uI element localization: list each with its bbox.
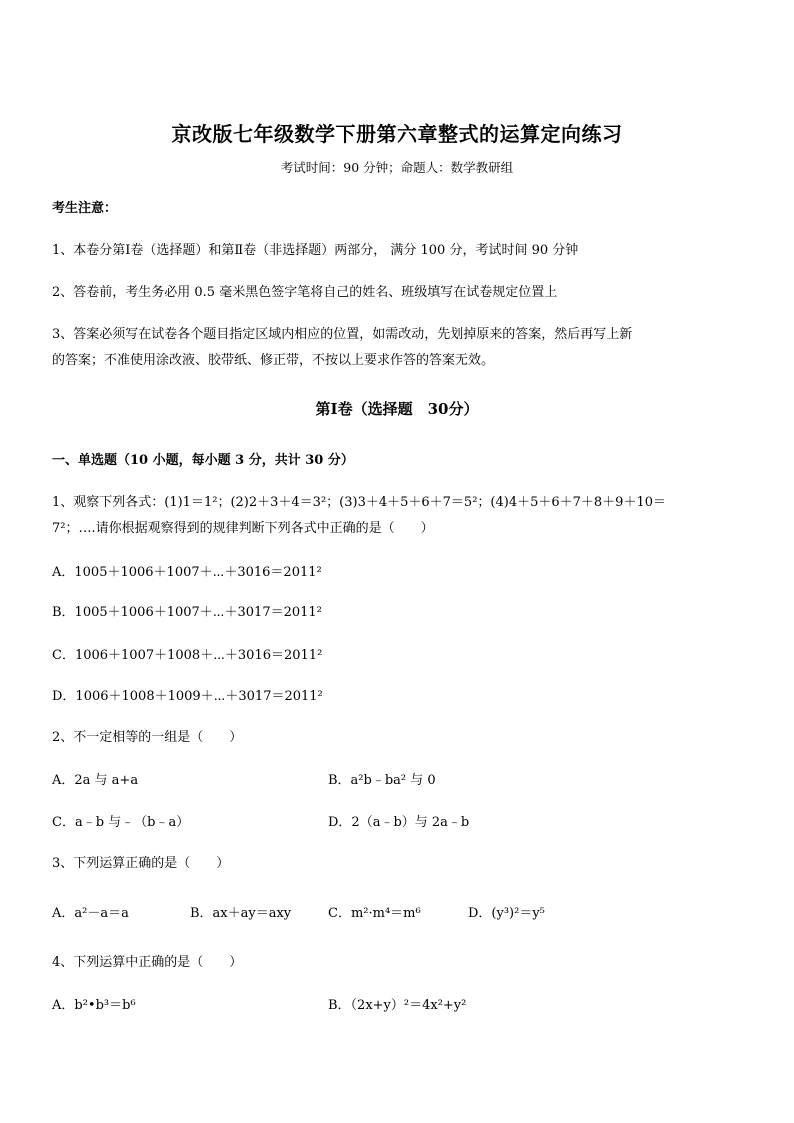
q3-stem: 3、下列运算正确的是（ ） — [52, 856, 230, 871]
q2-option-a: A．2a 与 a+a — [52, 773, 139, 788]
q1-stem-line-2: 7²；….请你根据观察得到的规律判断下列各式中正确的是（ ） — [52, 521, 434, 536]
q3-option-b: B．ax＋ay＝axy — [190, 906, 292, 921]
section-heading: 一、单选题（10 小题，每小题 3 分，共计 30 分） — [52, 453, 354, 468]
exam-title: 京改版七年级数学下册第六章整式的运算定向练习 — [171, 122, 623, 146]
q1-option-b: B．1005＋1006＋1007＋⋯＋3017＝2011² — [52, 605, 322, 620]
notice-item-3-line-2: 的答案；不准使用涂改液、胶带纸、修正带，不按以上要求作答的答案无效。 — [52, 353, 495, 368]
notice-item-3-line-1: 3、答案必须写在试卷各个题目指定区域内相应的位置，如需改动，先划掉原来的答案，然后再写上新 — [52, 327, 633, 342]
q1-option-a: A．1005＋1006＋1007＋⋯＋3016＝2011² — [52, 565, 322, 580]
notice-item-1: 1、本卷分第Ⅰ卷（选择题）和第Ⅱ卷（非选择题）两部分， 满分 100 分，考试时间 90 分钟 — [52, 243, 579, 258]
q2-option-d: D．2（a﹣b）与 2a﹣b — [328, 815, 470, 830]
q4-stem: 4、下列运算中正确的是（ ） — [52, 955, 243, 970]
q2-option-b: B．a²b﹣ba² 与 0 — [328, 773, 436, 788]
q1-option-c: C．1006＋1007＋1008＋⋯＋3016＝2011² — [52, 648, 323, 663]
part-1-title: 第Ⅰ卷（选择题 30分） — [315, 400, 479, 418]
notice-item-2: 2、答卷前，考生务必用 0.5 毫米黑色签字笔将自己的姓名、班级填写在试卷规定位置上 — [52, 285, 558, 300]
q3-option-c: C．m²·m⁴＝m⁶ — [328, 906, 421, 921]
q4-option-b: B．（2x+y）²＝4x²+y² — [328, 998, 467, 1013]
exam-subtitle: 考试时间：90 分钟；命题人：数学教研组 — [280, 160, 514, 175]
notice-heading: 考生注意： — [52, 201, 118, 216]
q1-option-d: D．1006＋1008＋1009＋⋯＋3017＝2011² — [52, 689, 323, 704]
q3-option-a: A．a²－a＝a — [52, 906, 129, 921]
q2-stem: 2、不一定相等的一组是（ ） — [52, 730, 243, 745]
q2-option-c: C．a﹣b 与﹣（b﹣a） — [52, 815, 190, 830]
q1-stem-line-1: 1、观察下列各式：(1)1＝1²；(2)2＋3＋4＝3²；(3)3＋4＋5＋6＋7＝5²；(4)4＋5＋6＋7＋8＋9＋10＝ — [52, 495, 666, 510]
q3-option-d: D．(y³)²＝y⁵ — [468, 906, 545, 921]
q4-option-a: A．b²•b³＝b⁶ — [52, 998, 136, 1013]
